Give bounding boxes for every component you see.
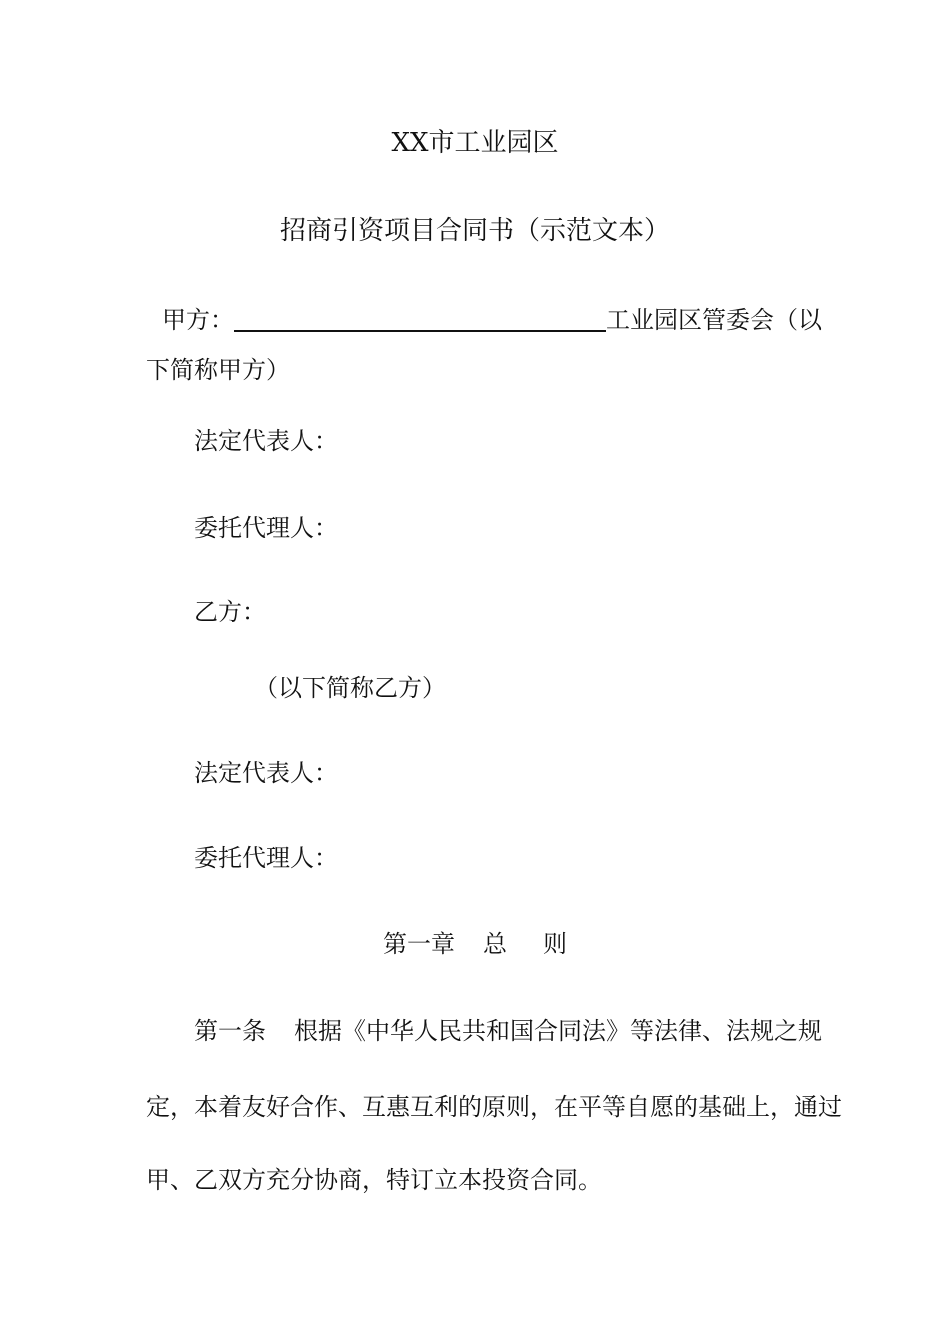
party-a-suffix: 工业园区管委会（以	[606, 306, 822, 334]
party-b-agent: 委托代理人：	[194, 844, 338, 872]
chapter-number: 第一章	[383, 930, 455, 958]
article-1-first-line	[194, 1016, 822, 1046]
article-1-text-2: 定，本着友好合作、互惠互利的原则，在平等自愿的基础上，通过	[146, 1093, 842, 1121]
party-b-label: 乙方：	[194, 598, 266, 626]
party-a-name-blank[interactable]	[234, 306, 606, 332]
chapter-heading	[0, 929, 950, 959]
party-b-legal-rep: 法定代表人：	[194, 759, 338, 787]
article-1-label: 第一条	[194, 1017, 266, 1045]
party-a-label: 甲方：	[162, 306, 234, 334]
party-a-legal-rep: 法定代表人：	[194, 427, 338, 455]
document-title-line1: XX市工业园区	[391, 128, 559, 158]
chapter-name-2: 则	[543, 930, 567, 958]
document-title-line2: 招商引资项目合同书（示范文本）	[279, 216, 670, 246]
party-b-alias: （以下简称乙方）	[254, 674, 446, 702]
article-1-text-1: 根据《中华人民共和国合同法》等法律、法规之规	[294, 1017, 822, 1045]
party-a-continuation: 下简称甲方）	[146, 356, 290, 384]
chapter-name: 总	[483, 930, 507, 958]
party-a-line	[162, 305, 822, 335]
article-1-text-3: 甲、乙双方充分协商，特订立本投资合同。	[146, 1166, 602, 1194]
party-a-agent: 委托代理人：	[194, 514, 338, 542]
